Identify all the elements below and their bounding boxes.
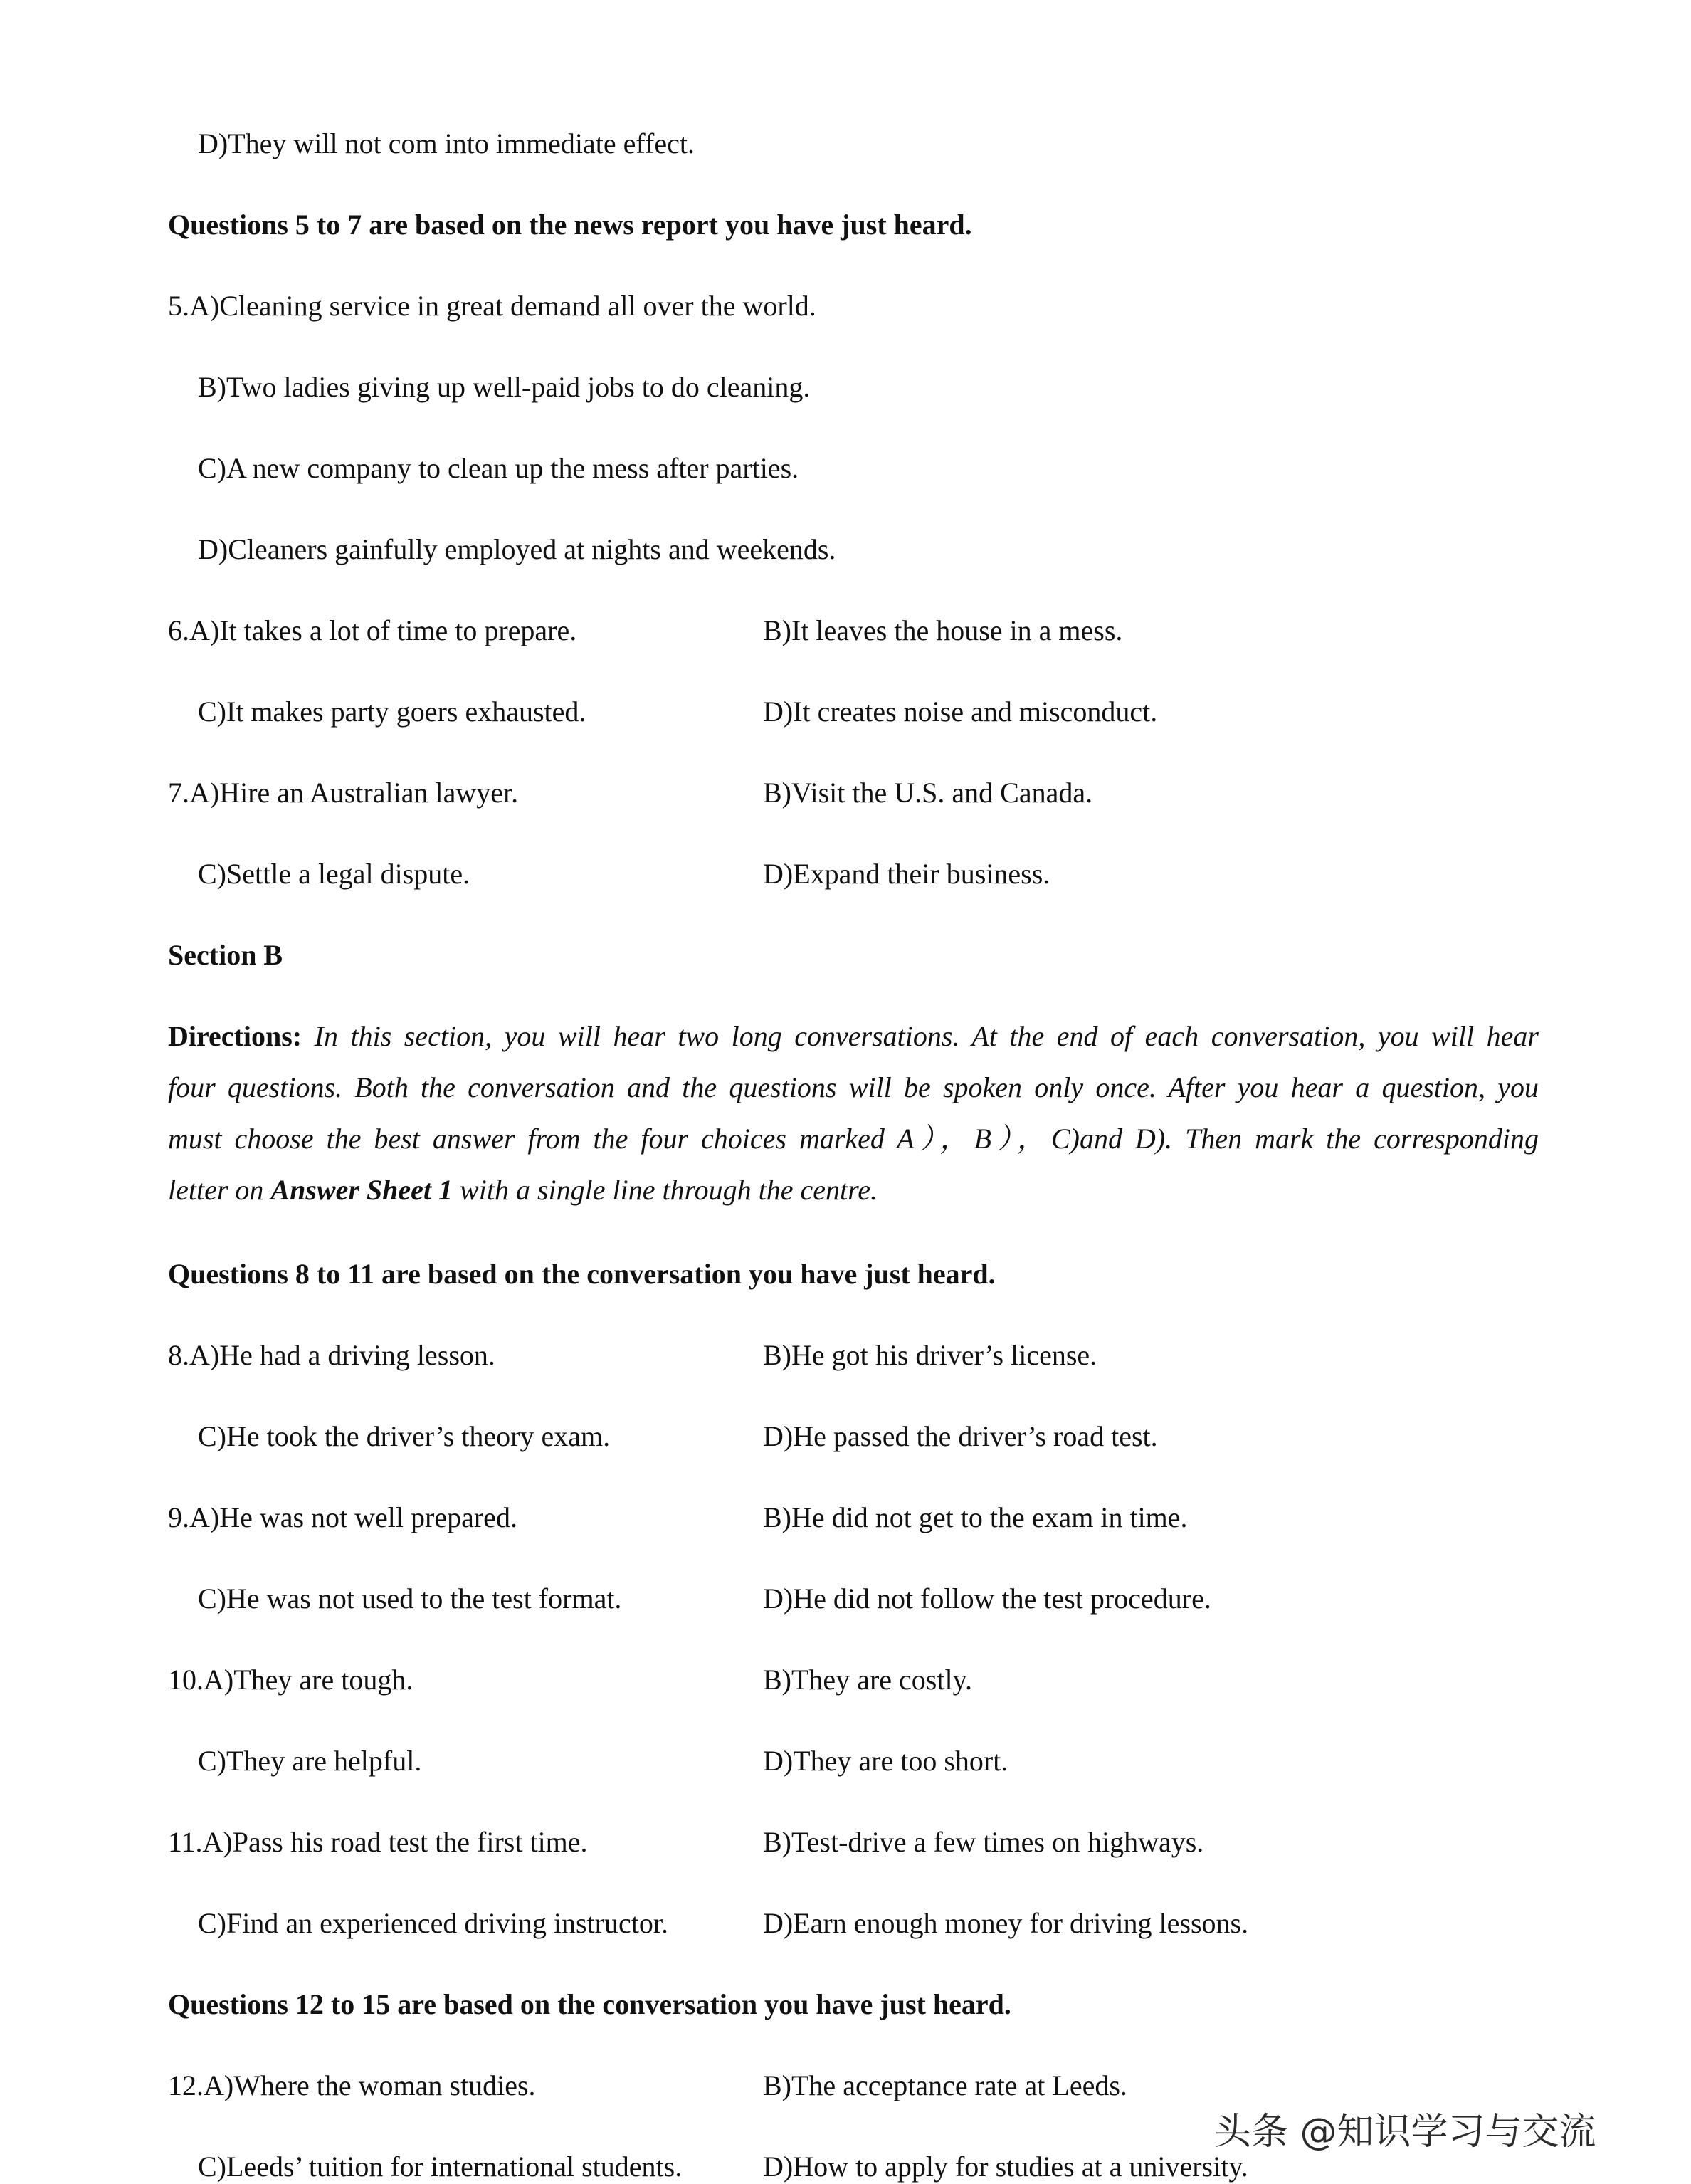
q8-option-a: 8.A)He had a driving lesson. (168, 1339, 495, 1371)
q10-option-c: C)They are helpful. (198, 1745, 422, 1777)
q7-option-d: D)Expand their business. (763, 858, 1050, 890)
q6-option-d: D)It creates noise and misconduct. (763, 695, 1158, 728)
watermark: 头条 @知识学习与交流 (1214, 2111, 1596, 2153)
q11-option-d: D)Earn enough money for driving lessons. (763, 1907, 1249, 1939)
q8-option-b: B)He got his driver’s license. (763, 1339, 1097, 1371)
directions-text-4b: with a single line through the centre. (460, 1174, 878, 1206)
q5-option-c: C)A new company to clean up the mess after parties. (198, 452, 799, 484)
q11-option-b: B)Test-drive a few times on highways. (763, 1826, 1204, 1858)
q5-option-b: B)Two ladies giving up well-paid jobs to do cleaning. (198, 371, 811, 403)
q5-option-d: D)Cleaners gainfully employed at nights and weekends. (198, 533, 836, 565)
q8-option-d: D)He passed the driver’s road test. (763, 1420, 1158, 1452)
q12-option-d: D)How to apply for studies at a university. (763, 2151, 1248, 2183)
answer-sheet-label: Answer Sheet 1 (270, 1174, 453, 1206)
directions-line-3: must choose the best answer from the four choices marked A），B），C)and D). Then mark the corresponding (168, 1123, 1539, 1155)
directions-text-4a: letter on (168, 1174, 264, 1206)
q7-option-a: 7.A)Hire an Australian lawyer. (168, 777, 519, 809)
group-heading-12-15: Questions 12 to 15 are based on the conversation you have just heard. (168, 1988, 1011, 2020)
directions-text-1: In this section, you will hear two long conversations. At the end of each conversation, you will hear (314, 1020, 1539, 1052)
prev-option-d: D)They will not com into immediate effect. (198, 127, 695, 159)
q9-option-d: D)He did not follow the test procedure. (763, 1582, 1211, 1615)
q10-option-a: 10.A)They are tough. (168, 1664, 413, 1696)
q7-option-b: B)Visit the U.S. and Canada. (763, 777, 1093, 809)
directions-label: Directions: (168, 1020, 302, 1052)
q12-option-b: B)The acceptance rate at Leeds. (763, 2069, 1127, 2101)
directions-line-4 (168, 1173, 1539, 1207)
q9-option-a: 9.A)He was not well prepared. (168, 1501, 517, 1533)
q11-option-c: C)Find an experienced driving instructor. (198, 1907, 668, 1939)
q6-option-a: 6.A)It takes a lot of time to prepare. (168, 614, 577, 646)
q7-option-c: C)Settle a legal dispute. (198, 858, 470, 890)
section-b-title: Section B (168, 939, 283, 971)
q10-option-b: B)They are costly. (763, 1664, 972, 1696)
group-heading-5-7: Questions 5 to 7 are based on the news report you have just heard. (168, 209, 972, 241)
q12-option-c: C)Leeds’ tuition for international students. (198, 2151, 683, 2183)
directions-line-2: four questions. Both the conversation and the questions will be spoken only once. After you hear a question, you (168, 1071, 1539, 1103)
q6-option-c: C)It makes party goers exhausted. (198, 695, 586, 728)
directions-line-1 (168, 1019, 1539, 1054)
q9-option-b: B)He did not get to the exam in time. (763, 1501, 1188, 1533)
q5-option-a: 5.A)Cleaning service in great demand all over the world. (168, 290, 816, 322)
q9-option-c: C)He was not used to the test format. (198, 1582, 622, 1615)
q10-option-d: D)They are too short. (763, 1745, 1008, 1777)
group-heading-8-11: Questions 8 to 11 are based on the conversation you have just heard. (168, 1258, 996, 1290)
q8-option-c: C)He took the driver’s theory exam. (198, 1420, 611, 1452)
q6-option-b: B)It leaves the house in a mess. (763, 614, 1123, 646)
q12-option-a: 12.A)Where the woman studies. (168, 2069, 536, 2101)
q11-option-a: 11.A)Pass his road test the first time. (168, 1826, 588, 1858)
